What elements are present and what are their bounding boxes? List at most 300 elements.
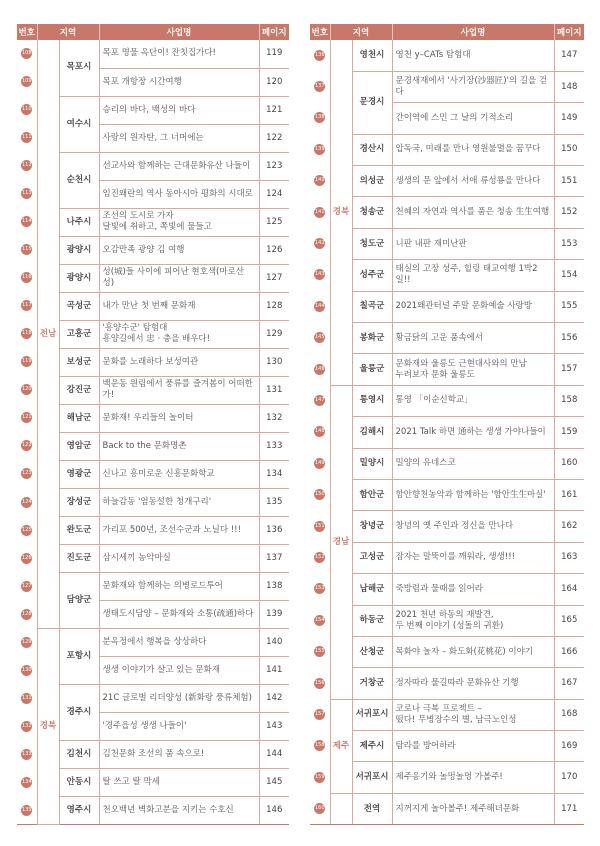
page-number: 171 bbox=[554, 793, 584, 824]
table-row bbox=[310, 71, 584, 102]
entry-number bbox=[17, 264, 37, 292]
left-table bbox=[17, 24, 289, 825]
number-badge: 153 bbox=[314, 583, 325, 594]
city-name: 문경시 bbox=[352, 71, 392, 134]
page-number: 139 bbox=[259, 601, 289, 629]
number-badge: 149 bbox=[314, 458, 325, 469]
city-name: 칠곡군 bbox=[352, 291, 392, 322]
city-name: 성주군 bbox=[352, 260, 392, 291]
number-badge: 123 bbox=[21, 468, 32, 479]
number-badge: 160 bbox=[314, 803, 325, 814]
city-name: 나주시 bbox=[59, 208, 99, 236]
project-name: 영천 y–CATs 탐험대 bbox=[392, 40, 554, 71]
entry-number bbox=[17, 376, 37, 404]
page-number: 151 bbox=[554, 166, 584, 197]
city-name: 보성군 bbox=[59, 348, 99, 376]
entry-number bbox=[310, 448, 330, 479]
number-badge: 121 bbox=[21, 412, 32, 423]
page-number: 150 bbox=[554, 134, 584, 165]
project-name: 조선의 도시로 가자 달빛에 취하고, 쪽빛에 물들고 bbox=[99, 208, 259, 236]
table-row bbox=[310, 260, 584, 291]
project-name: 임진왜란의 역사 동아시아 평화의 시대로 bbox=[99, 180, 259, 208]
entry-number bbox=[310, 762, 330, 793]
city-name: 고흥군 bbox=[59, 320, 99, 348]
number-badge: 158 bbox=[314, 740, 325, 751]
city-name: 포항시 bbox=[59, 629, 99, 685]
header-name: 사업명 bbox=[99, 24, 259, 40]
city-name: 영천시 bbox=[352, 40, 392, 71]
entry-number bbox=[17, 348, 37, 376]
table-row bbox=[310, 574, 584, 605]
project-name: 정자따라 물길따라 문화유산 기행 bbox=[392, 668, 554, 699]
city-name: 순천시 bbox=[59, 152, 99, 208]
city-name: 통영시 bbox=[352, 385, 392, 416]
entry-number bbox=[17, 769, 37, 797]
entry-number bbox=[310, 40, 330, 71]
entry-number bbox=[310, 323, 330, 354]
entry-number bbox=[310, 260, 330, 291]
city-name: 밀양시 bbox=[352, 448, 392, 479]
number-badge: 152 bbox=[314, 552, 325, 563]
number-badge: 127 bbox=[21, 581, 32, 592]
page-number: 156 bbox=[554, 323, 584, 354]
project-name: 목화야 놀자 – 화도화(花桃花) 이야기 bbox=[392, 636, 554, 667]
header-region: 지역 bbox=[37, 24, 99, 40]
page-number: 164 bbox=[554, 574, 584, 605]
number-badge: 138 bbox=[314, 112, 325, 123]
number-badge: 156 bbox=[314, 678, 325, 689]
number-badge: 136 bbox=[314, 50, 325, 61]
header-num: 번호 bbox=[17, 24, 37, 40]
entry-number bbox=[17, 320, 37, 348]
right-header-row bbox=[310, 24, 584, 40]
page-number: 134 bbox=[259, 460, 289, 488]
city-name: 영광군 bbox=[59, 460, 99, 488]
table-row bbox=[310, 291, 584, 322]
page-number: 162 bbox=[554, 511, 584, 542]
page-number: 141 bbox=[259, 657, 289, 685]
page-number: 121 bbox=[259, 96, 289, 124]
entry-number bbox=[17, 601, 37, 629]
table-row bbox=[310, 668, 584, 699]
number-badge: 132 bbox=[21, 721, 32, 732]
page-number: 168 bbox=[554, 699, 584, 730]
entry-number bbox=[17, 517, 37, 545]
table-row bbox=[310, 166, 584, 197]
entry-number bbox=[17, 489, 37, 517]
number-badge: 109 bbox=[21, 76, 32, 87]
project-name: 탈 쓰고 탈 막세 bbox=[99, 769, 259, 797]
project-name: 신나고 흥미로운 신흥문화학교 bbox=[99, 460, 259, 488]
project-name: 태실의 고장 성주, 힐링 태교여행 1박2일!! bbox=[392, 260, 554, 291]
table-row bbox=[310, 699, 584, 730]
number-badge: 110 bbox=[21, 104, 32, 115]
city-name: 청송군 bbox=[352, 197, 392, 228]
table-row bbox=[17, 40, 289, 68]
city-name: 강진군 bbox=[59, 376, 99, 404]
number-badge: 116 bbox=[21, 272, 32, 283]
project-name: 니판 내판 재미난판 bbox=[392, 228, 554, 259]
city-name: 서귀포시 bbox=[352, 762, 392, 793]
city-name: 청도군 bbox=[352, 228, 392, 259]
city-name: 남해군 bbox=[352, 574, 392, 605]
page-number: 147 bbox=[554, 40, 584, 71]
city-name: 산청군 bbox=[352, 636, 392, 667]
page-number: 158 bbox=[554, 385, 584, 416]
number-badge: 141 bbox=[314, 207, 325, 218]
entry-number bbox=[310, 605, 330, 636]
number-badge: 119 bbox=[21, 356, 32, 367]
project-name: 압독국, 미래를 만나 영원불멸을 꿈꾸다 bbox=[392, 134, 554, 165]
page-number: 145 bbox=[259, 769, 289, 797]
city-name: 하동군 bbox=[352, 605, 392, 636]
page-number: 135 bbox=[259, 489, 289, 517]
project-name: 2021 천년 하동의 재발견, 두 번째 이야기 (성돌의 귀환) bbox=[392, 605, 554, 636]
number-badge: 108 bbox=[21, 48, 32, 59]
page-number: 163 bbox=[554, 542, 584, 573]
entry-number bbox=[17, 432, 37, 460]
entry-number bbox=[17, 292, 37, 320]
project-name: 김천문화 조선의 품 속으로! bbox=[99, 741, 259, 769]
page-number: 159 bbox=[554, 417, 584, 448]
project-name: 창녕의 옛 주인과 정신을 만나다 bbox=[392, 511, 554, 542]
city-name: 울릉군 bbox=[352, 354, 392, 385]
page-number: 149 bbox=[554, 103, 584, 134]
number-badge: 143 bbox=[314, 269, 325, 280]
header-name: 사업명 bbox=[392, 24, 554, 40]
page-number: 127 bbox=[259, 264, 289, 292]
page-number: 165 bbox=[554, 605, 584, 636]
page-number: 157 bbox=[554, 354, 584, 385]
city-name: 의성군 bbox=[352, 166, 392, 197]
entry-number bbox=[17, 208, 37, 236]
entry-number bbox=[17, 797, 37, 825]
entry-number bbox=[17, 713, 37, 741]
entry-number bbox=[310, 385, 330, 416]
number-badge: 147 bbox=[314, 395, 325, 406]
project-name: 목포 명물 옥단이! 잔칫집가다! bbox=[99, 40, 259, 68]
number-badge: 150 bbox=[314, 489, 325, 500]
project-name: 오감만족 광양 김 여행 bbox=[99, 236, 259, 264]
number-badge: 137 bbox=[314, 81, 325, 92]
table-row bbox=[310, 448, 584, 479]
city-name: 서귀포시 bbox=[352, 699, 392, 730]
entry-number bbox=[310, 291, 330, 322]
page-number: 126 bbox=[259, 236, 289, 264]
project-name: 천혜의 자연과 역사를 품은 청송 生生여행 bbox=[392, 197, 554, 228]
number-badge: 113 bbox=[21, 188, 32, 199]
city-name: 광양시 bbox=[59, 264, 99, 292]
city-name: 제주시 bbox=[352, 731, 392, 762]
region-label: 경북 bbox=[330, 40, 352, 385]
city-name: 경주시 bbox=[59, 685, 99, 741]
header-region: 지역 bbox=[330, 24, 392, 40]
region-label: 경남 bbox=[330, 385, 352, 699]
number-badge: 154 bbox=[314, 615, 325, 626]
header-page: 페이지 bbox=[554, 24, 584, 40]
page-number: 120 bbox=[259, 68, 289, 96]
project-name: 생생 이야기가 살고 있는 문화재 bbox=[99, 657, 259, 685]
project-name: 성(城)들 사이에 피어난 현호색(마로산성) bbox=[99, 264, 259, 292]
page-number: 167 bbox=[554, 668, 584, 699]
number-badge: 146 bbox=[314, 364, 325, 375]
project-name: 내가 만난 첫 번째 문화재 bbox=[99, 292, 259, 320]
page-number: 124 bbox=[259, 180, 289, 208]
table-row bbox=[17, 629, 289, 657]
entry-number bbox=[310, 417, 330, 448]
number-badge: 142 bbox=[314, 238, 325, 249]
table-row bbox=[310, 793, 584, 824]
project-name: 천오백년 벽화고분을 지키는 수호신 bbox=[99, 797, 259, 825]
city-name: 경산시 bbox=[352, 134, 392, 165]
entry-number bbox=[310, 228, 330, 259]
city-name: 봉화군 bbox=[352, 323, 392, 354]
region-label: 제주 bbox=[330, 699, 352, 793]
project-name: 2021 Talk 하면 通하는 생생 가야나들이 bbox=[392, 417, 554, 448]
number-badge: 135 bbox=[21, 805, 32, 816]
project-name: 문화재! 우리들의 놀이터 bbox=[99, 404, 259, 432]
entry-number bbox=[17, 629, 37, 657]
page-number: 130 bbox=[259, 348, 289, 376]
entry-number bbox=[17, 741, 37, 769]
project-name: 죽방렴과 물때를 읽어라 bbox=[392, 574, 554, 605]
entry-number bbox=[17, 40, 37, 68]
city-name: 창녕군 bbox=[352, 511, 392, 542]
entry-number bbox=[310, 197, 330, 228]
project-name: 통영 「이순신학교」 bbox=[392, 385, 554, 416]
table-row bbox=[310, 323, 584, 354]
entry-number bbox=[310, 166, 330, 197]
region-label: 전남 bbox=[37, 40, 59, 629]
page-number: 129 bbox=[259, 320, 289, 348]
page-number: 125 bbox=[259, 208, 289, 236]
number-badge: 139 bbox=[314, 144, 325, 155]
city-name: 담양군 bbox=[59, 573, 99, 629]
entry-number bbox=[17, 124, 37, 152]
page-number: 119 bbox=[259, 40, 289, 68]
number-badge: 145 bbox=[314, 332, 325, 343]
city-name: 김천시 bbox=[59, 741, 99, 769]
number-badge: 128 bbox=[21, 609, 32, 620]
table-row bbox=[310, 542, 584, 573]
page-number: 166 bbox=[554, 636, 584, 667]
entry-number bbox=[310, 354, 330, 385]
city-name: 안동시 bbox=[59, 769, 99, 797]
entry-number bbox=[310, 134, 330, 165]
project-name: 21C 글로벌 리더양성 (新화랑 풍류체험) bbox=[99, 685, 259, 713]
entry-number bbox=[310, 636, 330, 667]
project-name: 하늘감동 '엄동설한 청개구리' bbox=[99, 489, 259, 517]
page-number: 138 bbox=[259, 573, 289, 601]
project-name: 함안향천농악과 함께하는 '함안生生마실' bbox=[392, 479, 554, 510]
project-name: 2021왜관터널 주말 문화예술 사랑방 bbox=[392, 291, 554, 322]
table-row bbox=[310, 385, 584, 416]
page-number: 136 bbox=[259, 517, 289, 545]
project-name: 황금닭의 고운 품속에서 bbox=[392, 323, 554, 354]
project-name: 문화재와 함께하는 의병로드투어 bbox=[99, 573, 259, 601]
entry-number bbox=[17, 404, 37, 432]
entry-number bbox=[310, 479, 330, 510]
page-number: 122 bbox=[259, 124, 289, 152]
city-name: 광양시 bbox=[59, 236, 99, 264]
number-badge: 159 bbox=[314, 772, 325, 783]
entry-number bbox=[17, 152, 37, 180]
table-row bbox=[310, 134, 584, 165]
project-name: 문화를 노래하다 보성여관 bbox=[99, 348, 259, 376]
project-name: 백운동 원림에서 풍류를 즐겨봄이 어떠한가! bbox=[99, 376, 259, 404]
project-name: 분옥정에서 행복을 상상하다 bbox=[99, 629, 259, 657]
right-table bbox=[310, 24, 584, 825]
entry-number bbox=[17, 460, 37, 488]
page-number: 160 bbox=[554, 448, 584, 479]
number-badge: 129 bbox=[21, 637, 32, 648]
page-number: 142 bbox=[259, 685, 289, 713]
number-badge: 131 bbox=[21, 693, 32, 704]
number-badge: 112 bbox=[21, 160, 32, 171]
number-badge: 124 bbox=[21, 497, 32, 508]
project-name: '경주읍성 생생 나들이' bbox=[99, 713, 259, 741]
entry-number bbox=[17, 657, 37, 685]
table-row bbox=[310, 762, 584, 793]
city-name: 영암군 bbox=[59, 432, 99, 460]
table-row bbox=[310, 197, 584, 228]
entry-number bbox=[310, 699, 330, 730]
project-name: Back to the 문화명촌 bbox=[99, 432, 259, 460]
entry-number bbox=[17, 573, 37, 601]
city-name: 함안군 bbox=[352, 479, 392, 510]
page-number: 137 bbox=[259, 545, 289, 573]
page-number: 155 bbox=[554, 291, 584, 322]
left-header-row bbox=[17, 24, 289, 40]
city-name: 해남군 bbox=[59, 404, 99, 432]
number-badge: 115 bbox=[21, 244, 32, 255]
project-name: 생태도시담양 – 문화재와 소통(疏通)하다 bbox=[99, 601, 259, 629]
table-row bbox=[310, 479, 584, 510]
project-name: 사랑의 원자탄, 그 너머에는 bbox=[99, 124, 259, 152]
city-name: 거창군 bbox=[352, 668, 392, 699]
page-number: 169 bbox=[554, 731, 584, 762]
project-name: 탐라를 방어하라 bbox=[392, 731, 554, 762]
entry-number bbox=[310, 793, 330, 824]
city-name: 진도군 bbox=[59, 545, 99, 573]
number-badge: 144 bbox=[314, 301, 325, 312]
page-number: 161 bbox=[554, 479, 584, 510]
city-name: 완도군 bbox=[59, 517, 99, 545]
page-number: 153 bbox=[554, 228, 584, 259]
table-row bbox=[310, 511, 584, 542]
project-name: 목포 개항장 시간여행 bbox=[99, 68, 259, 96]
number-badge: 155 bbox=[314, 646, 325, 657]
entry-number bbox=[310, 668, 330, 699]
table-row bbox=[310, 354, 584, 385]
page-number: 123 bbox=[259, 152, 289, 180]
project-name: 가리포 500년, 조선수군과 노닐다 !!! bbox=[99, 517, 259, 545]
number-badge: 134 bbox=[21, 777, 32, 788]
page-number: 143 bbox=[259, 713, 289, 741]
entry-number bbox=[310, 574, 330, 605]
entry-number bbox=[310, 731, 330, 762]
entry-number bbox=[17, 685, 37, 713]
project-name: 문화재와 울릉도 근현대사와의 만남 누려보자 문화 울릉도 bbox=[392, 354, 554, 385]
table-row bbox=[310, 417, 584, 448]
city-name: 여수시 bbox=[59, 96, 99, 152]
number-badge: 114 bbox=[21, 216, 32, 227]
number-badge: 151 bbox=[314, 521, 325, 532]
page-number: 128 bbox=[259, 292, 289, 320]
entry-number bbox=[310, 542, 330, 573]
project-name: 제주옹기와 놀멍놀멍 가볼주! bbox=[392, 762, 554, 793]
project-name: 코로나 극복 프로젝트 – 떴다! 무병장수의 별, 남극노인성 bbox=[392, 699, 554, 730]
number-badge: 122 bbox=[21, 440, 32, 451]
entry-number bbox=[310, 103, 330, 134]
city-name: 전역 bbox=[352, 793, 392, 824]
page-number: 133 bbox=[259, 432, 289, 460]
number-badge: 125 bbox=[21, 525, 32, 536]
header-page: 페이지 bbox=[259, 24, 289, 40]
number-badge: 118 bbox=[21, 328, 32, 339]
project-name: '흥양수군' 탐험대 흥양길에서 忠 · 충을 배우다! bbox=[99, 320, 259, 348]
entry-number bbox=[17, 96, 37, 124]
page-number: 146 bbox=[259, 797, 289, 825]
page-number: 132 bbox=[259, 404, 289, 432]
entry-number bbox=[17, 180, 37, 208]
entry-number bbox=[310, 71, 330, 102]
table-row bbox=[310, 228, 584, 259]
header-num: 번호 bbox=[310, 24, 330, 40]
project-name: 밀양의 유네스코 bbox=[392, 448, 554, 479]
city-name: 고성군 bbox=[352, 542, 392, 573]
page-number: 170 bbox=[554, 762, 584, 793]
page-number: 140 bbox=[259, 629, 289, 657]
number-badge: 111 bbox=[21, 132, 32, 143]
region-label: 경북 bbox=[37, 629, 59, 825]
project-name: 지꺼지게 놀아볼주! 제주해녀문화 bbox=[392, 793, 554, 824]
city-name: 김해시 bbox=[352, 417, 392, 448]
project-name: 삼시세끼 농악마실 bbox=[99, 545, 259, 573]
number-badge: 117 bbox=[21, 300, 32, 311]
project-name: 선교사와 함께하는 근대문화유산 나들이 bbox=[99, 152, 259, 180]
page-number: 148 bbox=[554, 71, 584, 102]
page-number: 144 bbox=[259, 741, 289, 769]
number-badge: 133 bbox=[21, 749, 32, 760]
page-number: 131 bbox=[259, 376, 289, 404]
page-number: 154 bbox=[554, 260, 584, 291]
city-name: 곡성군 bbox=[59, 292, 99, 320]
number-badge: 148 bbox=[314, 426, 325, 437]
entry-number bbox=[310, 511, 330, 542]
project-name: 간이역에 스민 그 날의 기적소리 bbox=[392, 103, 554, 134]
page-number: 152 bbox=[554, 197, 584, 228]
table-row bbox=[310, 731, 584, 762]
project-name: 생생의 문 앞에서 서애 류성룡을 만나다 bbox=[392, 166, 554, 197]
project-name: 문경새재에서 '사기장(沙器匠)'의 길을 걷다 bbox=[392, 71, 554, 102]
entry-number bbox=[17, 545, 37, 573]
number-badge: 126 bbox=[21, 553, 32, 564]
project-name: 승리의 바다, 백성의 바다 bbox=[99, 96, 259, 124]
region-label bbox=[330, 793, 352, 824]
entry-number bbox=[17, 68, 37, 96]
entry-number bbox=[17, 236, 37, 264]
city-name: 영주시 bbox=[59, 797, 99, 825]
city-name: 목포시 bbox=[59, 40, 99, 96]
table-row bbox=[310, 636, 584, 667]
number-badge: 120 bbox=[21, 384, 32, 395]
number-badge: 157 bbox=[314, 709, 325, 720]
table-row bbox=[310, 40, 584, 71]
table-row bbox=[310, 605, 584, 636]
city-name: 장성군 bbox=[59, 489, 99, 517]
number-badge: 140 bbox=[314, 175, 325, 186]
